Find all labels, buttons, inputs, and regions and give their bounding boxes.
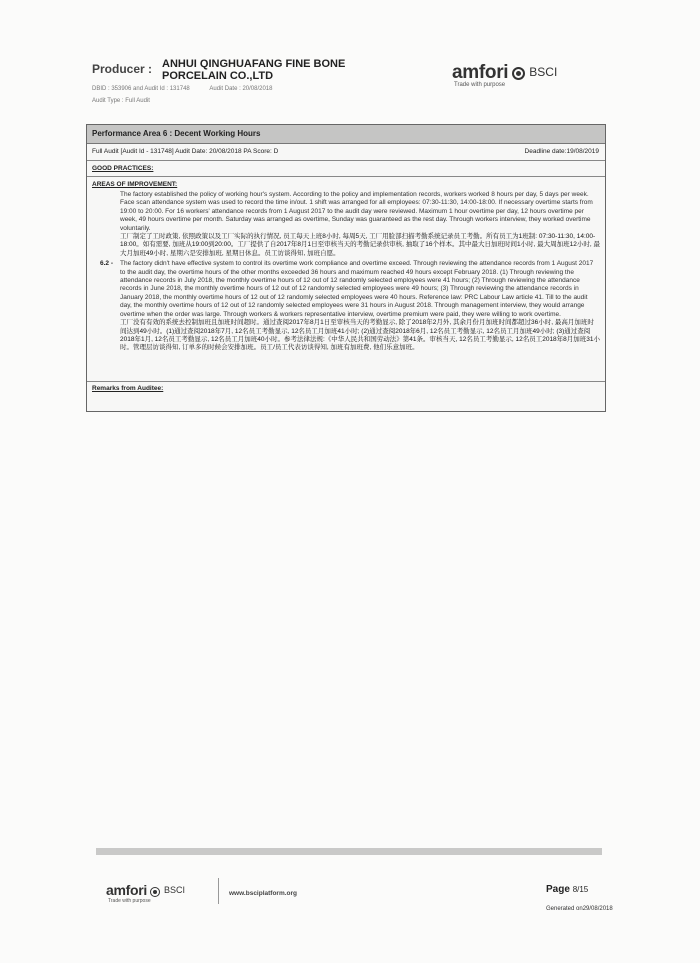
audit-type: Audit Type : Full Audit bbox=[92, 98, 150, 104]
producer-label: Producer : bbox=[92, 62, 153, 76]
bsci-wordmark: BSCI bbox=[529, 65, 558, 79]
remarks-heading: Remarks from Auditee: bbox=[87, 381, 605, 396]
producer-name: ANHUI QINGHUAFANG FINE BONE PORCELAIN CO.,LTD bbox=[162, 58, 346, 82]
page-label: Page bbox=[546, 884, 570, 895]
dbid-text: DBID : 353906 and Audit Id : 131748 bbox=[92, 86, 190, 92]
footer-logo-tagline: Trade with purpose bbox=[108, 898, 151, 904]
footer-bsci-wordmark: BSCI bbox=[164, 885, 186, 895]
footer-divider-bar bbox=[96, 848, 602, 855]
finding-1-chinese: 工厂制定了工时政策, 依照政策以及工厂实际的执行情况, 员工每天上班8小时, 每周5天, 工厂用脸部扫描考勤系统记录员工考勤。所有员工为1班制: 07:30-11:30, 14:00-18:00。如有需要, 加班从19:00到20:00。工厂提供了自2017年8月1日至审核当天的考勤记录供审核, 抽取了16个样本。其中最大日加班时间1小时, 最大周加班12小时, 最大月加班49小时, 星期六是安排加班, 星期日休息。员工访谈得知, 加班自愿。 bbox=[120, 233, 601, 257]
deadline-date: Deadline date:19/08/2019 bbox=[524, 148, 599, 155]
performance-area-panel bbox=[86, 124, 606, 412]
audit-info: Full Audit [Audit Id - 131748] Audit Date: 20/08/2018 PA Score: D bbox=[92, 148, 279, 155]
page-number: 8/15 bbox=[572, 885, 589, 894]
footer-amfori-wordmark: amfori bbox=[106, 882, 147, 898]
generated-label: Generated on bbox=[546, 906, 583, 912]
audit-date-text: Audit Date : 20/08/2018 bbox=[209, 86, 273, 92]
footer-bsci-circle-icon bbox=[150, 887, 160, 897]
finding-paragraph-2 bbox=[92, 260, 600, 352]
generated-on bbox=[546, 906, 613, 912]
logo-tagline: Trade with purpose bbox=[454, 82, 506, 88]
bsci-circle-icon bbox=[512, 67, 525, 80]
finding-paragraph-1 bbox=[120, 191, 600, 258]
amfori-wordmark: amfori bbox=[452, 62, 509, 83]
page-indicator bbox=[546, 884, 588, 895]
footer-separator bbox=[218, 878, 219, 904]
panel-title: Performance Area 6 : Decent Working Hours bbox=[87, 125, 605, 144]
audit-info-row bbox=[87, 144, 605, 161]
finding-2-english: The factory didn't have effective system to control its overtime work compliance and overtime exceed. Through reviewing the attendance records from 1 August 2017 to the audit day, the overtime hours of the other months exceeded 36 hours and maximum reached 49 hours except February 2018. (1) Through reviewing the attendance records in July 2018, the monthly overtime hours of 12 out of 12 randomly selected employees were 41 hours; (2) Through reviewing the attendance records in June 2018, the monthly overtime hours of 12 out of 12 randomly selected employees were 49 hours; (3) Through reviewing the attendance records in January 2018, the monthly overtime hours of 12 out of 12 randomly selected employees were 40 hours. Reference law: PRC Labour Law article 41. Till to the audit day, the monthly overtime hours of 12 out of 12 randomly selected employees were 31 hours in August 2018. Through management interview, they would arrange overtime when the order was large. Through workers & workers representative interview, overtime premium were paid, they were willing to work overtime. bbox=[120, 260, 594, 318]
areas-of-improvement-heading: AREAS OF IMPROVEMENT: bbox=[92, 181, 178, 188]
finding-2-chinese: 工厂没有有效的系统去控制加班且加班时间超时。通过查阅2017年8月1日至审核当天的考勤显示, 除了2018年2月外, 其余月份月加班时间都超过36小时, 最高月加班时间达到49小时。(1)通过查阅2018年7月, 12名员工考勤显示, 12名员工月加班41小时; (2)通过查阅2018年6月, 12名员工考勤显示, 12名员工月加班49小时; (3)通过查阅2018年1月, 12名员工考勤显示, 12名员工月加班40小时。参考法律法规:《中华人民共和国劳动法》第41条。审核当天, 12名员工考勤显示, 12名员工2018年8月加班31小时。管理层访谈得知, 订单多的时候会安排加班。员工/员工代表访谈得知, 加班有加班费, 他们乐意加班。 bbox=[120, 319, 601, 352]
good-practices-heading: GOOD PRACTICES: bbox=[87, 161, 605, 177]
generated-date: 29/08/2018 bbox=[582, 906, 613, 912]
finding-2-number: 6.2 - bbox=[100, 260, 114, 268]
bsci-platform-link[interactable]: www.bsciplatform.org bbox=[229, 890, 298, 897]
footer-amfori-logo bbox=[106, 882, 185, 904]
amfori-bsci-logo bbox=[452, 62, 557, 88]
finding-1-english: The factory established the policy of working hour's system. According to the policy and implementation records, workers worked 8 hours per day, 5 days per week. Face scan attendance system was used to record the time in/out. 1 shift was arranged for all employees: 07:30-11:30, 14:00-18:00. If necessary overtime starts from 19:00 to 20:00. For 16 workers' attendance records from 1 August 2017 to the audit day were reviewed. Maximum 1 hour overtime per day, 12 hours overtime per week, 49 hours overtime per month. Saturday was arranged as overtime, Sunday was guaranteed as the rest day. Through workers interview, they worked overtime voluntarily. bbox=[120, 191, 593, 232]
areas-of-improvement bbox=[87, 177, 605, 381]
audit-identifiers bbox=[92, 86, 272, 92]
